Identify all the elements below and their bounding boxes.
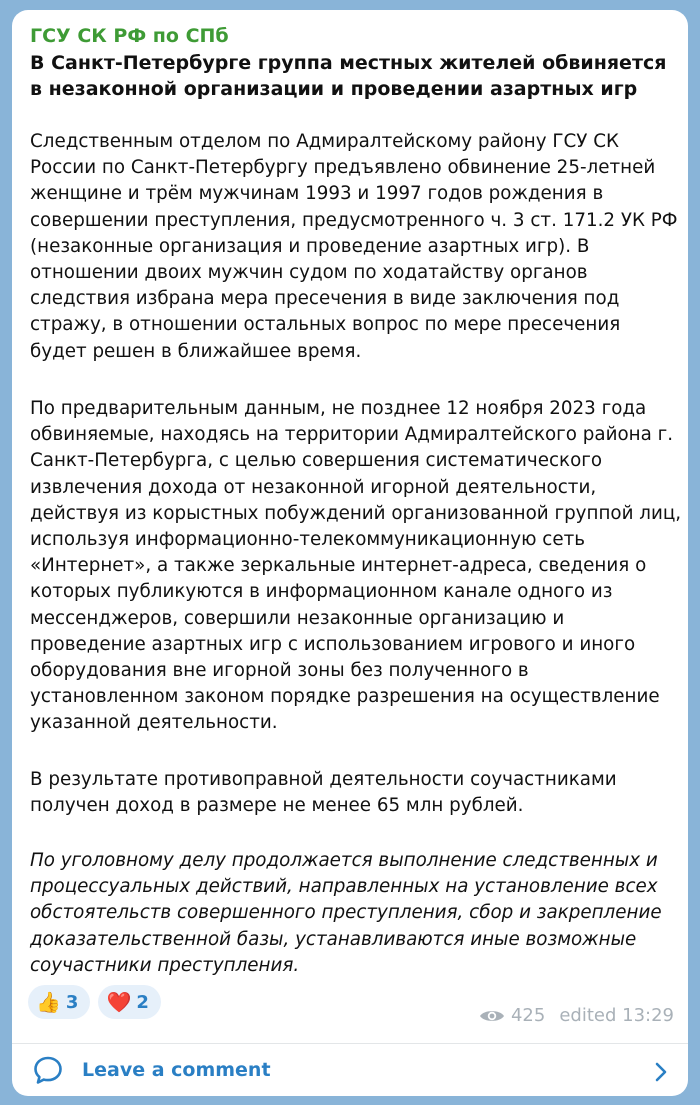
message-bubble [12, 10, 688, 1096]
post-paragraph-1: Следственным отделом по Адмиралтейскому району ГСУ СК России по Санкт-Петербургу предъявлено обвинение 25-летней женщине и трём мужчинам 1993 и 1997 годов рождения в совершении преступления, предусмотренного ч. 3 ст. 171.2 УК РФ (незаконные организация и проведение азартных игр). В отношении двоих мужчин судом по ходатайству органов следствия избрана мера пресечения в виде заключения под стражу, в отношении остальных вопрос по мере пресечения будет решен в ближайшее время. [30, 131, 678, 362]
post-paragraph-3: В результате противоправной деятельности соучастниками получен доход в размере не менее 65 млн рублей. [30, 769, 617, 817]
view-count: 425 [510, 1005, 546, 1026]
reaction-thumbs-up[interactable] [28, 985, 90, 1019]
eye-icon [479, 1008, 505, 1024]
channel-name[interactable]: ГСУ СК РФ по СПб [30, 25, 229, 47]
message-meta [479, 1005, 674, 1026]
reaction-heart[interactable] [98, 985, 160, 1019]
post-headline: В Санкт-Петербурге группа местных жителей обвиняется в незаконной организации и проведении азартных игр [30, 52, 667, 100]
edited-timestamp: edited 13:29 [559, 1005, 674, 1026]
leave-comment-label: Leave a comment [82, 1059, 271, 1081]
comment-bubble-icon [32, 1054, 64, 1086]
heart-icon: ❤️ [106, 990, 132, 1014]
post-paragraph-4: По уголовному делу продолжается выполнение следственных и процессуальных действий, направленных на установление всех обстоятельств совершенного преступления, сбор и закрепление доказательственной базы, устанавливаются иные возможные соучастники преступления. [30, 850, 662, 976]
reaction-count: 2 [136, 991, 149, 1013]
thumbs-up-icon: 👍 [36, 990, 61, 1014]
leave-comment-button[interactable] [12, 1044, 688, 1096]
reactions-row [28, 985, 161, 1019]
post-paragraph-2: По предварительным данным, не позднее 12 ноября 2023 года обвиняемые, находясь на территории Адмиралтейского района г. Санкт-Петербурга, с целью совершения систематического извлечения дохода от незаконной игорной деятельности, действуя из корыстных побуждений организованной группой лиц, используя информационно-телекоммуникационную сеть «Интернет», а также зеркальные интернет-адреса, сведения о которых публикуются в информационном канале одного из мессенджеров, совершили незаконные организацию и проведение азартных игр с использованием игрового и иного оборудования вне игорной зоны без полученного в установленном законом порядке разрешения на осуществление указанной деятельности. [30, 398, 682, 734]
reaction-count: 3 [65, 991, 79, 1013]
chevron-right-icon [654, 1062, 668, 1082]
